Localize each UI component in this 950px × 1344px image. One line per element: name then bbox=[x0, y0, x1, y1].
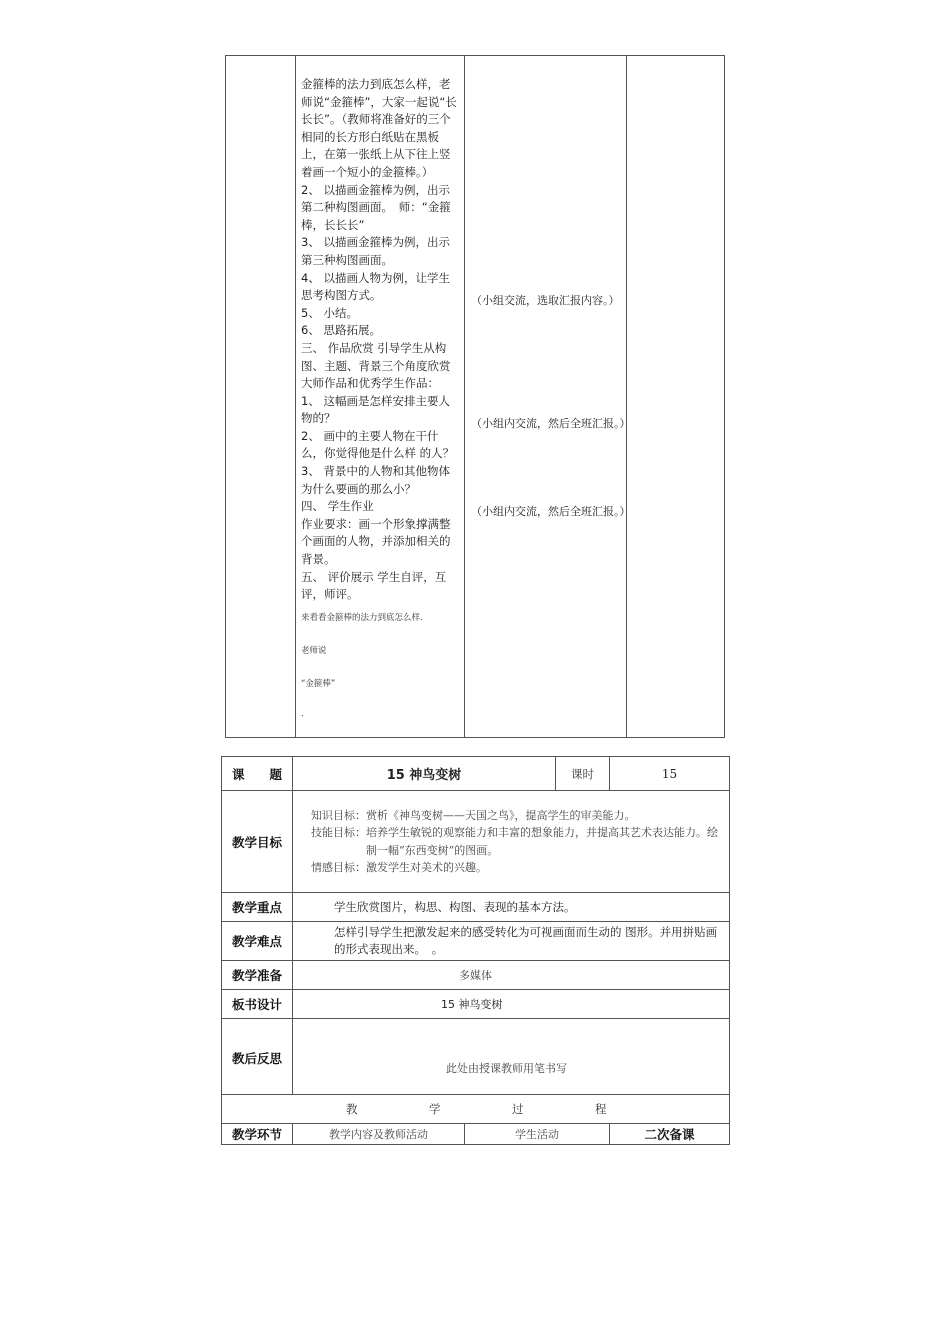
header-second-prep: 二次备课 bbox=[610, 1124, 730, 1145]
key-points-value: 学生欣赏图片，构思、构图、表现的基本方法。 bbox=[293, 893, 730, 922]
small-note: 老师说 bbox=[301, 645, 327, 656]
key-points-label: 教学重点 bbox=[222, 893, 293, 922]
header-teacher-activity: 教学内容及教师活动 bbox=[293, 1124, 465, 1145]
goals-cell bbox=[293, 791, 730, 893]
teacher-activity-line: 作业要求：画一个形象撑满整个画面的人物，并添加相关的背景。 bbox=[301, 516, 451, 567]
small-note: “金箍棒” bbox=[301, 678, 336, 689]
board-value: 15 神鸟变树 bbox=[293, 990, 730, 1019]
column-divider bbox=[295, 56, 296, 737]
process-header-row bbox=[222, 1124, 730, 1145]
teacher-activity-line: 6、 思路拓展。 bbox=[301, 323, 381, 338]
teacher-activity-line: 金箍棒的法力到底怎么样，老师说“金箍棒”，大家一起说“长长长”。（教师将准备好的三个相同的长方形白纸贴在黑板上，在第一张纸上从下往上竖着画一个短小的金箍棒。） bbox=[301, 77, 457, 179]
goals-label: 教学目标 bbox=[222, 791, 293, 893]
student-activity-note: （小组交流，选取汇报内容。） bbox=[471, 294, 620, 307]
teacher-activity-line: 1、 这幅画是怎样安排主要人物的？ bbox=[301, 393, 450, 426]
teacher-activity-column bbox=[301, 76, 459, 720]
teacher-activity-line: 2、 以描画金箍棒为例，出示第二种构图画面。 师：“金箍棒，长长长” bbox=[301, 182, 451, 232]
reflection-value: 此处由授课教师用笔书写 bbox=[293, 1019, 730, 1095]
teacher-activity-line: 4、 以描画人物为例，让学生思考构图方式。 bbox=[301, 270, 450, 303]
prep-value: 多媒体 bbox=[293, 961, 730, 990]
difficulty-label: 教学难点 bbox=[222, 922, 293, 961]
topic-label: 课 题 bbox=[222, 757, 293, 791]
topic-value: 15 神鸟变树 bbox=[293, 757, 556, 791]
board-row bbox=[222, 990, 730, 1019]
small-note: ． bbox=[301, 708, 310, 719]
header-student-activity: 学生活动 bbox=[465, 1124, 610, 1145]
column-divider bbox=[464, 56, 465, 737]
header-teaching-stage: 教学环节 bbox=[222, 1124, 293, 1145]
hours-label: 课时 bbox=[556, 757, 610, 791]
teacher-activity-line: 五、 评价展示 学生自评，互评，师评。 bbox=[301, 569, 447, 602]
goal-skill: 技能目标： 培养学生敏锐的观察能力和丰富的想象能力，并提高其艺术表达能力。绘制一幅“东西变树”的图画。 bbox=[311, 826, 718, 857]
board-label: 板书设计 bbox=[222, 990, 293, 1019]
process-title bbox=[222, 1095, 730, 1124]
key-points-row bbox=[222, 893, 730, 922]
goals-row bbox=[222, 791, 730, 893]
student-activity-note: （小组内交流，然后全班汇报。） bbox=[471, 505, 631, 518]
student-activity-note: （小组内交流，然后全班汇报。） bbox=[471, 417, 631, 430]
reflection-label: 教后反思 bbox=[222, 1019, 293, 1095]
small-note: 来看看金箍棒的法力到底怎么样． bbox=[301, 612, 429, 623]
column-divider bbox=[626, 56, 627, 737]
lesson-plan-table bbox=[221, 756, 730, 1145]
goal-knowledge: 知识目标： 赏析《神鸟变树——天国之鸟》，提高学生的审美能力。 bbox=[311, 808, 636, 822]
process-title-char: 教 bbox=[346, 1102, 358, 1116]
process-title-char: 过 bbox=[512, 1102, 524, 1116]
prep-row bbox=[222, 961, 730, 990]
teacher-activity-line: 2、 画中的主要人物在干什么，你觉得他是什么样 的人？ 3、 背景中的人物和其他物体为什么要画的那么小？ bbox=[301, 428, 455, 496]
process-title-char: 学 bbox=[429, 1102, 441, 1116]
hours-value: 15 bbox=[610, 757, 730, 791]
process-title-row bbox=[222, 1095, 730, 1124]
process-title-char: 程 bbox=[595, 1102, 607, 1116]
lesson-process-table-continued bbox=[225, 55, 725, 738]
teacher-activity-line: 3、 以描画金箍棒为例，出示第三种构图画面。 bbox=[301, 235, 450, 267]
teacher-activity-line: 四、 学生作业 bbox=[301, 499, 374, 514]
teacher-activity-line: 三、 作品欣赏 引导学生从构图、主题、背景三个角度欣赏大师作品和优秀学生作品： bbox=[301, 340, 451, 391]
goal-emotion: 情感目标： 激发学生对美术的兴趣。 bbox=[311, 861, 487, 874]
reflection-row bbox=[222, 1019, 730, 1095]
difficulty-value: 怎样引导学生把激发起来的感受转化为可视画面而生动的 图形。并用拼贴画的形式表现出来。 。 bbox=[293, 922, 730, 961]
topic-row bbox=[222, 757, 730, 791]
teacher-activity-line: 5、 小结。 bbox=[301, 305, 358, 320]
difficulty-row bbox=[222, 922, 730, 961]
prep-label: 教学准备 bbox=[222, 961, 293, 990]
